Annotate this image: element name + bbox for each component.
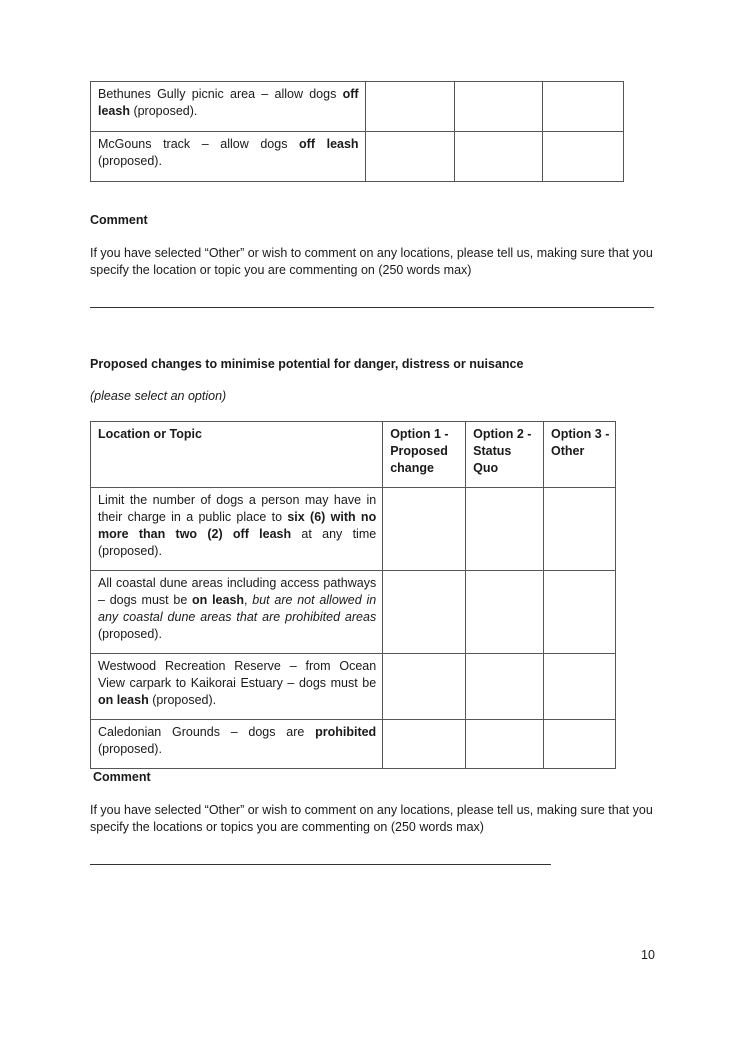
table1-option-1-cell[interactable] [365,82,455,132]
page-number: 10 [641,948,655,962]
table2-location-cell [91,488,383,571]
table1-location-cell [91,82,366,132]
options-table-body [91,488,616,769]
table2-option-3-cell[interactable] [544,654,616,720]
comment-heading-1: Comment [90,213,148,227]
header-location-or-topic: Location or Topic [91,422,383,488]
table2-option-3-cell[interactable] [544,488,616,571]
table2-option-1-cell[interactable] [383,654,466,720]
table2-location-cell [91,571,383,654]
table1-option-1-cell[interactable] [365,132,455,182]
table1-location-cell [91,132,366,182]
table2-option-2-cell[interactable] [466,720,544,769]
options-table-header-row [91,422,616,488]
table1-row [91,82,624,132]
table2-location-text: Caledonian Grounds – dogs are prohibited (proposed). [98,725,377,756]
comment-heading-2: Comment [93,770,151,784]
header-option-2: Option 2 - Status Quo [466,422,544,488]
table2-option-1-cell[interactable] [383,571,466,654]
table2-location-cell [91,654,383,720]
comment-answer-line-2[interactable] [90,864,551,865]
table1-option-3-cell[interactable] [543,132,624,182]
header-option-1: Option 1 - Proposed change [383,422,466,488]
table1-option-2-cell[interactable] [455,132,543,182]
table2-location-text: Limit the number of dogs a person may have in their charge in a public place to six (6) with no more than two (2) off leash at any time (proposed). [98,493,377,558]
comment-instructions-2: If you have selected “Other” or wish to comment on any locations, please tell us, making sure that you specify the locations or topics you are commenting on (250 words max) [90,803,653,834]
table2-row [91,654,616,720]
section-instruction: (please select an option) [90,389,227,403]
header-option-3: Option 3 - Other [544,422,616,488]
table2-row [91,488,616,571]
section-heading: Proposed changes to minimise potential for danger, distress or nuisance [90,357,524,371]
table2-row [91,571,616,654]
table1-row [91,132,624,182]
table2-option-2-cell[interactable] [466,571,544,654]
options-table-continued [90,81,624,182]
table2-option-1-cell[interactable] [383,488,466,571]
table1-option-3-cell[interactable] [543,82,624,132]
options-table-continued-body [91,82,624,182]
table1-option-2-cell[interactable] [455,82,543,132]
table2-location-text: All coastal dune areas including access pathways – dogs must be on leash, but are not allowed in any coastal dune areas that are prohibited areas (proposed). [98,576,377,641]
comment-instructions-1: If you have selected “Other” or wish to comment on any locations, please tell us, making sure that you specify the location or topic you are commenting on (250 words max) [90,246,653,277]
table2-option-2-cell[interactable] [466,654,544,720]
table2-option-1-cell[interactable] [383,720,466,769]
table2-location-text: Westwood Recreation Reserve – from Ocean View carpark to Kaikorai Estuary – dogs must be on leash (proposed). [98,659,377,707]
options-table [90,421,616,769]
table2-option-3-cell[interactable] [544,571,616,654]
comment-answer-line-1[interactable] [90,307,654,308]
table1-location-text: Bethunes Gully picnic area – allow dogs off leash (proposed). [98,87,359,118]
table1-location-text: McGouns track – allow dogs off leash (proposed). [98,137,359,168]
table2-option-3-cell[interactable] [544,720,616,769]
table2-row [91,720,616,769]
table2-location-cell [91,720,383,769]
table2-option-2-cell[interactable] [466,488,544,571]
